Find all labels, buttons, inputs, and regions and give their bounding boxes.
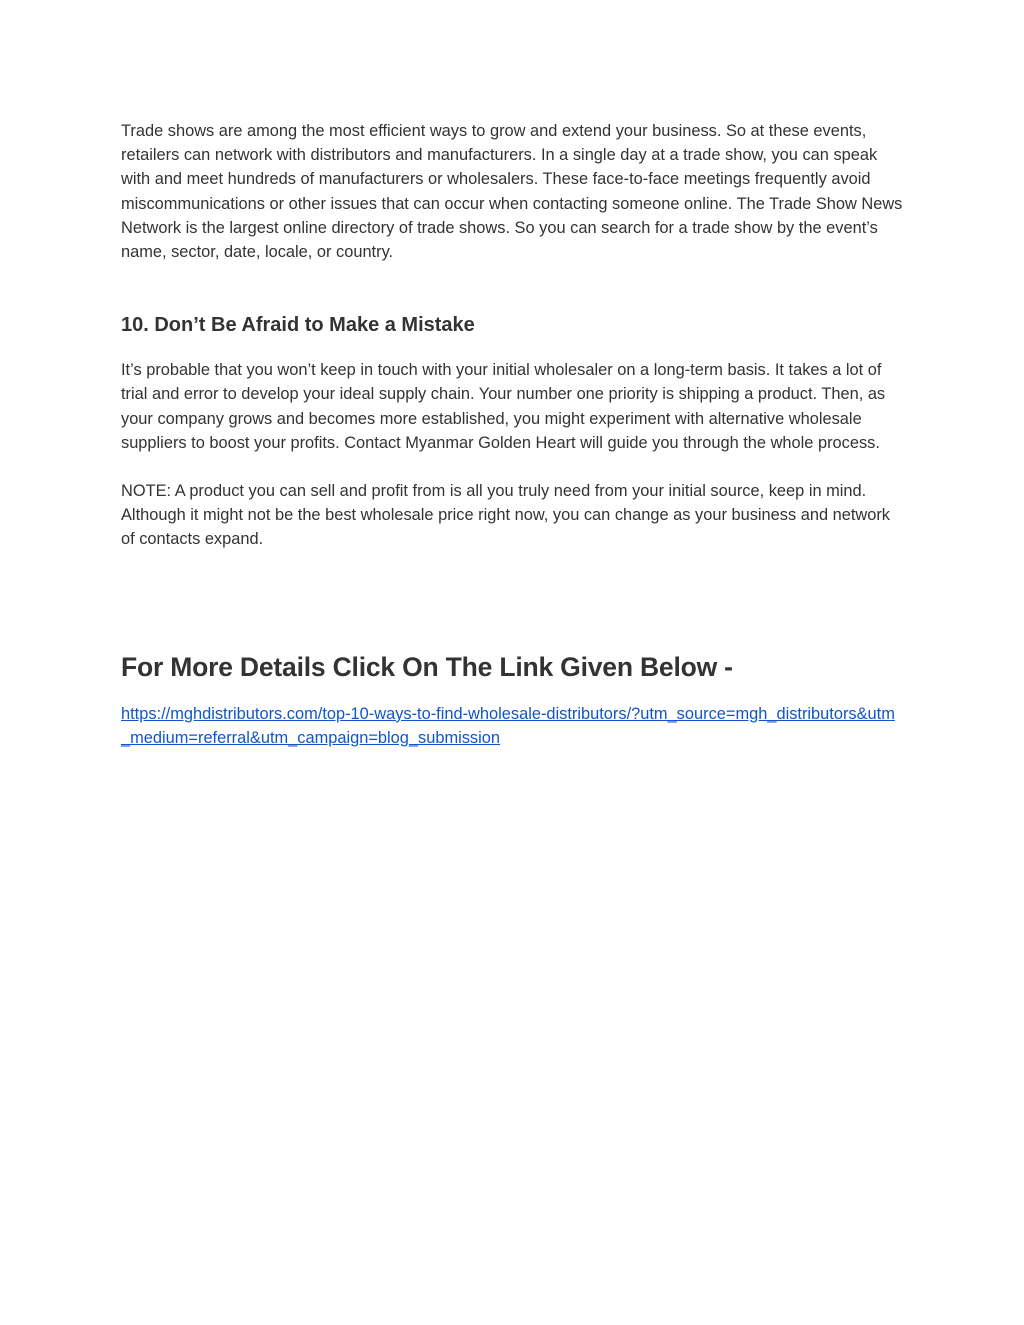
document-page (121, 119, 903, 750)
intro-paragraph: Trade shows are among the most efficient ways to grow and extend your business. So at these events, retailers can network with distributors and manufacturers. In a single day at a trade show, you can speak with and meet hundreds of manufacturers or wholesalers. These face-to-face meetings frequently avoid miscommunications or other issues that can occur when contacting someone online. The Trade Show News Network is the largest online directory of trade shows. So you can search for a trade show by the event’s name, sector, date, locale, or country. (121, 122, 903, 262)
note-paragraph: NOTE: A product you can sell and profit from is all you truly need from your initial source, keep in mind. Although it might not be the best wholesale price right now, you can change as your business and network of contacts expand. (121, 482, 891, 549)
details-link[interactable]: https://mghdistributors.com/top-10-ways-to-find-wholesale-distributors/?utm_source=mgh_distributors&utm_medium=referral&utm_campaign=blog_submission (121, 704, 895, 747)
details-heading: For More Details Click On The Link Given Below - (121, 651, 733, 682)
section-paragraph: It’s probable that you won’t keep in touch with your initial wholesaler on a long-term basis. It takes a lot of trial and error to develop your ideal supply chain. Your number one priority is shipping a product. Then, as your company grows and becomes more established, you might experiment with alternative wholesale suppliers to boost your profits. Contact Myanmar Golden Heart will guide you through the whole process. (121, 361, 886, 452)
section-heading: 10. Don’t Be Afraid to Make a Mistake (121, 314, 475, 337)
